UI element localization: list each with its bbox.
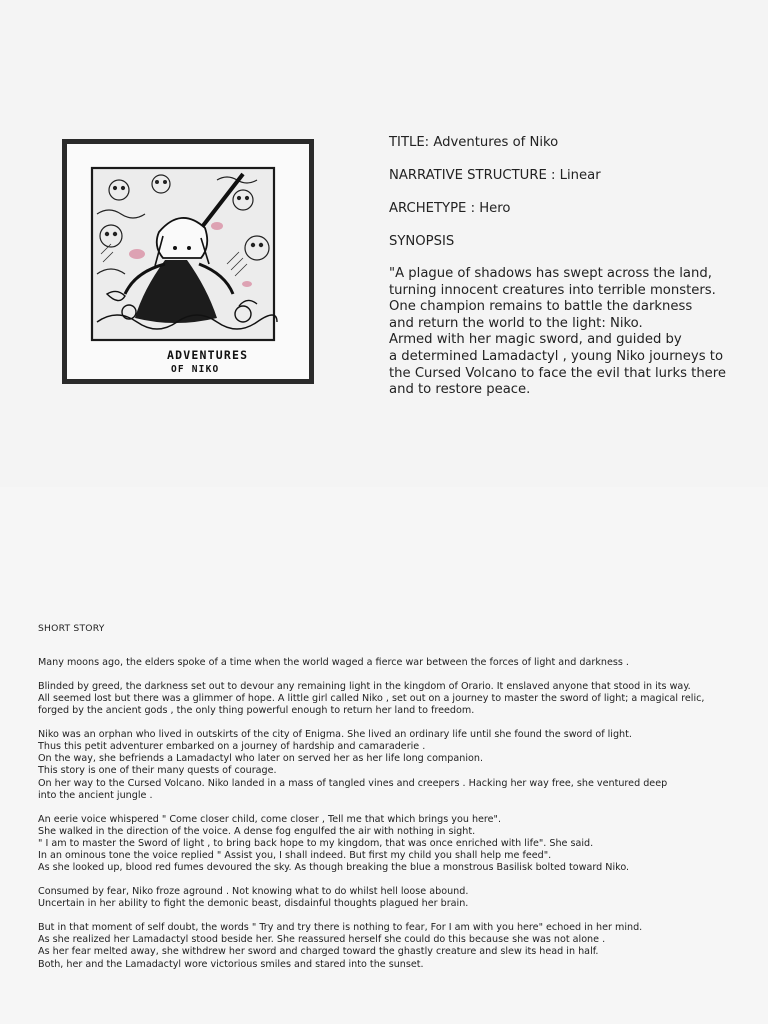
synopsis-line: a determined Lamadactyl , young Niko journeys to bbox=[389, 348, 724, 364]
cover-illustration bbox=[67, 144, 309, 379]
synopsis-line: the Cursed Volcano to face the evil that lurks there bbox=[389, 365, 727, 381]
short-story-heading: SHORT STORY bbox=[38, 623, 105, 634]
story-line: An eerie voice whispered " Come closer child, come closer , Tell me that which brings you here". bbox=[38, 813, 502, 825]
synopsis-line: "A plague of shadows has swept across the land, bbox=[389, 266, 712, 281]
story-title: TITLE: Adventures of Niko bbox=[389, 135, 559, 150]
story-line: As she looked up, blood red fumes devoured the sky. As though breaking the blue a monstrous Basilisk bolted toward Niko. bbox=[38, 862, 630, 874]
short-story-body bbox=[38, 657, 758, 982]
story-line: In an ominous tone the voice replied " Assist you, I shall indeed. But first my child you shall help me feed". bbox=[38, 850, 552, 862]
story-paragraph bbox=[38, 657, 758, 669]
synopsis-line: Armed with her magic sword, and guided by bbox=[389, 332, 682, 348]
story-info bbox=[389, 134, 759, 399]
synopsis-heading: SYNOPSIS bbox=[389, 234, 455, 249]
story-line: All seemed lost but there was a glimmer of hope. A little girl called Niko , set out on a journey to master the sword of light; a magical relic, bbox=[38, 692, 705, 704]
story-line: On the way, she befriends a Lamadactyl who later on served her as her life long companion. bbox=[38, 753, 483, 765]
story-line: But in that moment of self doubt, the words " Try and try there is nothing to fear, For I am with you here" echoed in her mind. bbox=[38, 921, 643, 933]
story-line: Thus this petit adventurer embarked on a journey of hardship and camaraderie . bbox=[38, 741, 426, 753]
synopsis-line: turning innocent creatures into terrible monsters. bbox=[389, 282, 716, 298]
story-paragraph bbox=[38, 886, 758, 910]
story-line: Niko was an orphan who lived in outskirts of the city of Enigma. She lived an ordinary life until she found the sword of light. bbox=[38, 728, 632, 740]
story-line: Many moons ago, the elders spoke of a time when the world waged a fierce war between the forces of light and darkness . bbox=[38, 657, 629, 668]
story-line: This story is one of their many quests of courage. bbox=[38, 765, 277, 777]
story-line: Uncertain in her ability to fight the demonic beast, disdainful thoughts plagued her brain. bbox=[38, 898, 469, 910]
story-line: She walked in the direction of the voice. A dense fog engulfed the air with nothing in sight. bbox=[38, 825, 476, 837]
story-line: into the ancient jungle . bbox=[38, 789, 153, 801]
story-paragraph bbox=[38, 681, 758, 718]
synopsis-line: One champion remains to battle the darkness bbox=[389, 299, 693, 315]
story-line: As she realized her Lamadactyl stood beside her. She reassured herself she could do this because she was not alone . bbox=[38, 934, 606, 946]
narrative-structure: NARRATIVE STRUCTURE : Linear bbox=[389, 168, 601, 183]
story-line: As her fear melted away, she withdrew her sword and charged toward the ghastly creature and slew its head in half. bbox=[38, 946, 599, 958]
story-line: Consumed by fear, Niko froze aground . Not knowing what to do whilst hell loose abound. bbox=[38, 886, 469, 898]
cover-title-line2: OF NIKO bbox=[171, 364, 220, 375]
synopsis-line: and return the world to the light: Niko. bbox=[389, 315, 643, 331]
story-line: On her way to the Cursed Volcano. Niko landed in a mass of tangled vines and creepers . Hacking her way free, she ventured deep bbox=[38, 777, 668, 789]
story-paragraph bbox=[38, 922, 758, 971]
cover-title-line1: ADVENTURES bbox=[167, 348, 249, 362]
story-paragraph bbox=[38, 814, 758, 875]
archetype: ARCHETYPE : Hero bbox=[389, 201, 511, 216]
synopsis-line: and to restore peace. bbox=[389, 382, 531, 398]
story-line: Blinded by greed, the darkness set out to devour any remaining light in the kingdom of Orario. It enslaved anyone that stood in its way. bbox=[38, 680, 691, 692]
story-line: Both, her and the Lamadactyl wore victorious smiles and stared into the sunset. bbox=[38, 958, 424, 970]
story-line: " I am to master the Sword of light , to bring back hope to my kingdom, that was once enriched with life". She said. bbox=[38, 837, 594, 849]
story-paragraph bbox=[38, 729, 758, 802]
synopsis-text bbox=[389, 266, 759, 399]
story-line: forged by the ancient gods , the only thing powerful enough to return her land to freedom. bbox=[38, 705, 475, 717]
cover-illustration-frame bbox=[62, 139, 314, 384]
